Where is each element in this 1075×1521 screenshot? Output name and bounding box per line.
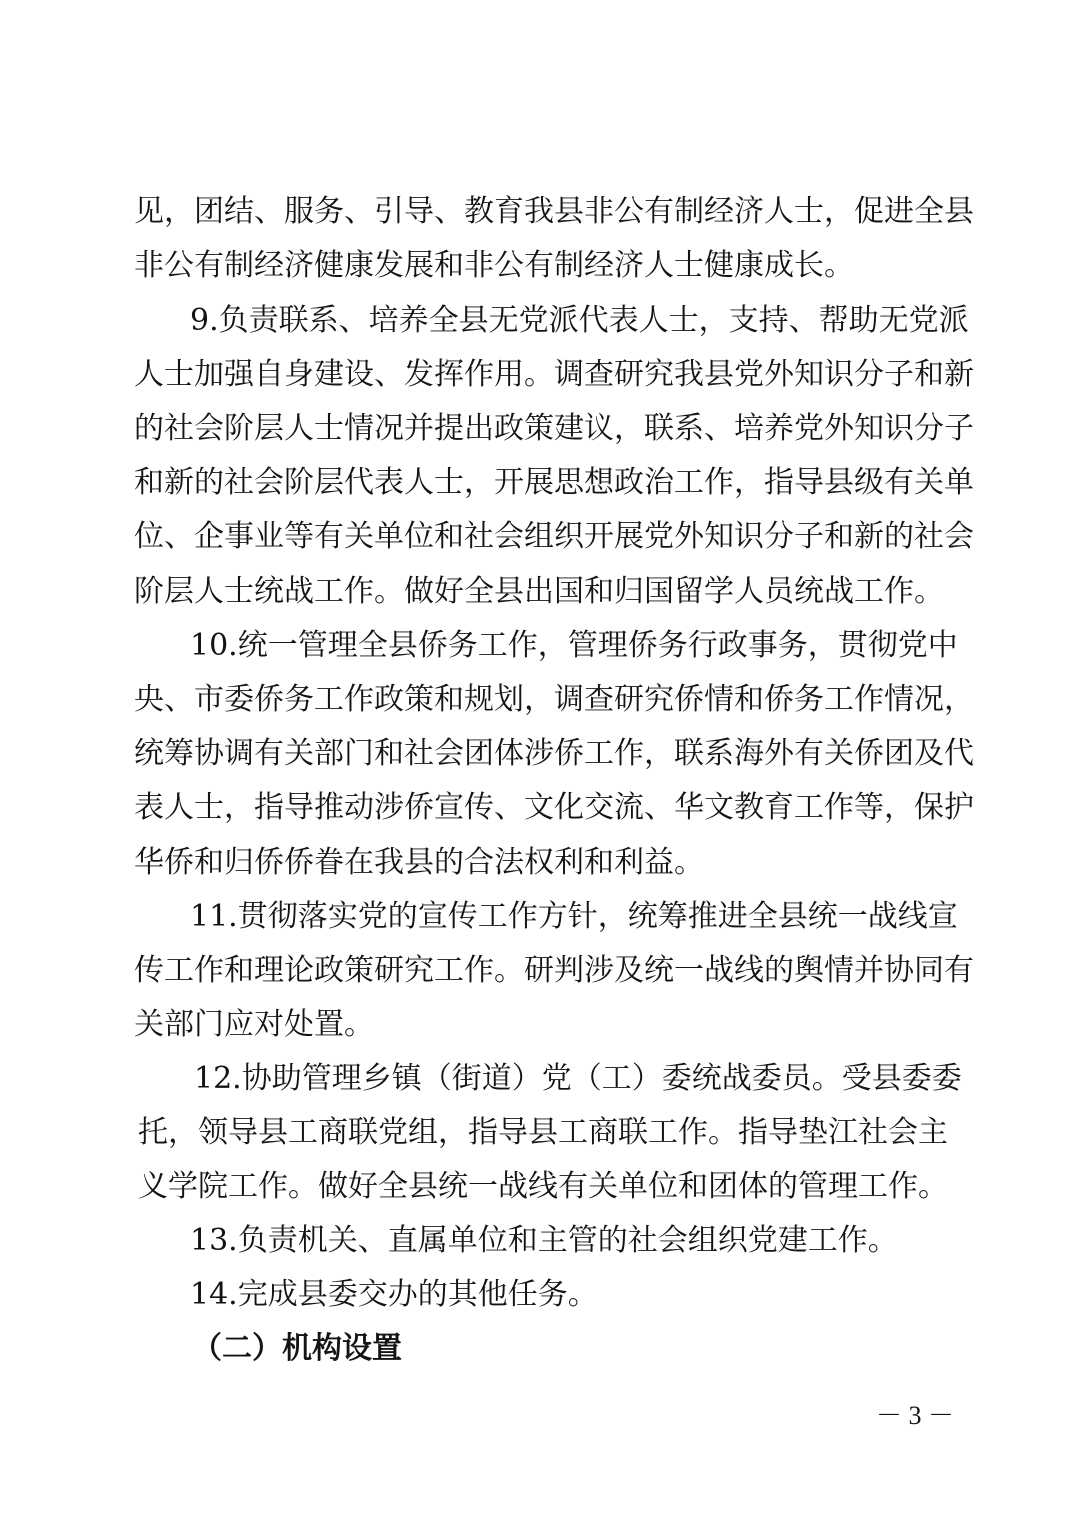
text-line-7: 位、企事业等有关单位和社会组织开展党外知识分子和新的社会 — [134, 519, 974, 554]
text-line-2: 非公有制经济健康发展和非公有制经济人士健康成长。 — [134, 248, 854, 283]
text-line-5: 的社会阶层人士情况并提出政策建议，联系、培养党外知识分子 — [134, 411, 974, 446]
text-line-6: 和新的社会阶层代表人士，开展思想政治工作，指导县级有关单 — [134, 465, 974, 500]
text-line-20: 13.负责机关、直属单位和主管的社会组织党建工作。 — [190, 1223, 898, 1258]
text-line-16: 关部门应对处置。 — [134, 1007, 374, 1042]
text-line-14: 11.贯彻落实党的宣传工作方针，统筹推进全县统一战线宣 — [190, 899, 958, 934]
text-line-18: 托，领导县工商联党组，指导县工商联工作。指导垫江社会主 — [138, 1115, 948, 1150]
text-line-21: 14.完成县委交办的其他任务。 — [190, 1277, 598, 1312]
text-line-17: 12.协助管理乡镇（街道）党（工）委统战委员。受县委委 — [194, 1061, 962, 1096]
text-line-10: 央、市委侨务工作政策和规划，调查研究侨情和侨务工作情况， — [134, 682, 974, 717]
text-line-4: 人士加强自身建设、发挥作用。调查研究我县党外知识分子和新 — [134, 357, 974, 392]
text-line-11: 统筹协调有关部门和社会团体涉侨工作，联系海外有关侨团及代 — [134, 736, 974, 771]
text-line-1: 见，团结、服务、引导、教育我县非公有制经济人士，促进全县 — [134, 194, 974, 229]
text-line-12: 表人士，指导推动涉侨宣传、文化交流、华文教育工作等，保护 — [134, 790, 974, 825]
text-line-13: 华侨和归侨侨眷在我县的合法权利和利益。 — [134, 845, 704, 880]
page-number: － 3 － — [876, 1401, 955, 1430]
text-line-9: 10.统一管理全县侨务工作，管理侨务行政事务，贯彻党中 — [190, 628, 958, 663]
text-line-19: 义学院工作。做好全县统一战线有关单位和团体的管理工作。 — [138, 1169, 948, 1204]
text-line-8: 阶层人士统战工作。做好全县出国和归国留学人员统战工作。 — [134, 574, 944, 609]
text-line-15: 传工作和理论政策研究工作。研判涉及统一战线的舆情并协同有 — [134, 953, 974, 988]
section-heading: （二）机构设置 — [192, 1331, 402, 1366]
text-line-3: 9.负责联系、培养全县无党派代表人士，支持、帮助无党派 — [190, 303, 969, 338]
